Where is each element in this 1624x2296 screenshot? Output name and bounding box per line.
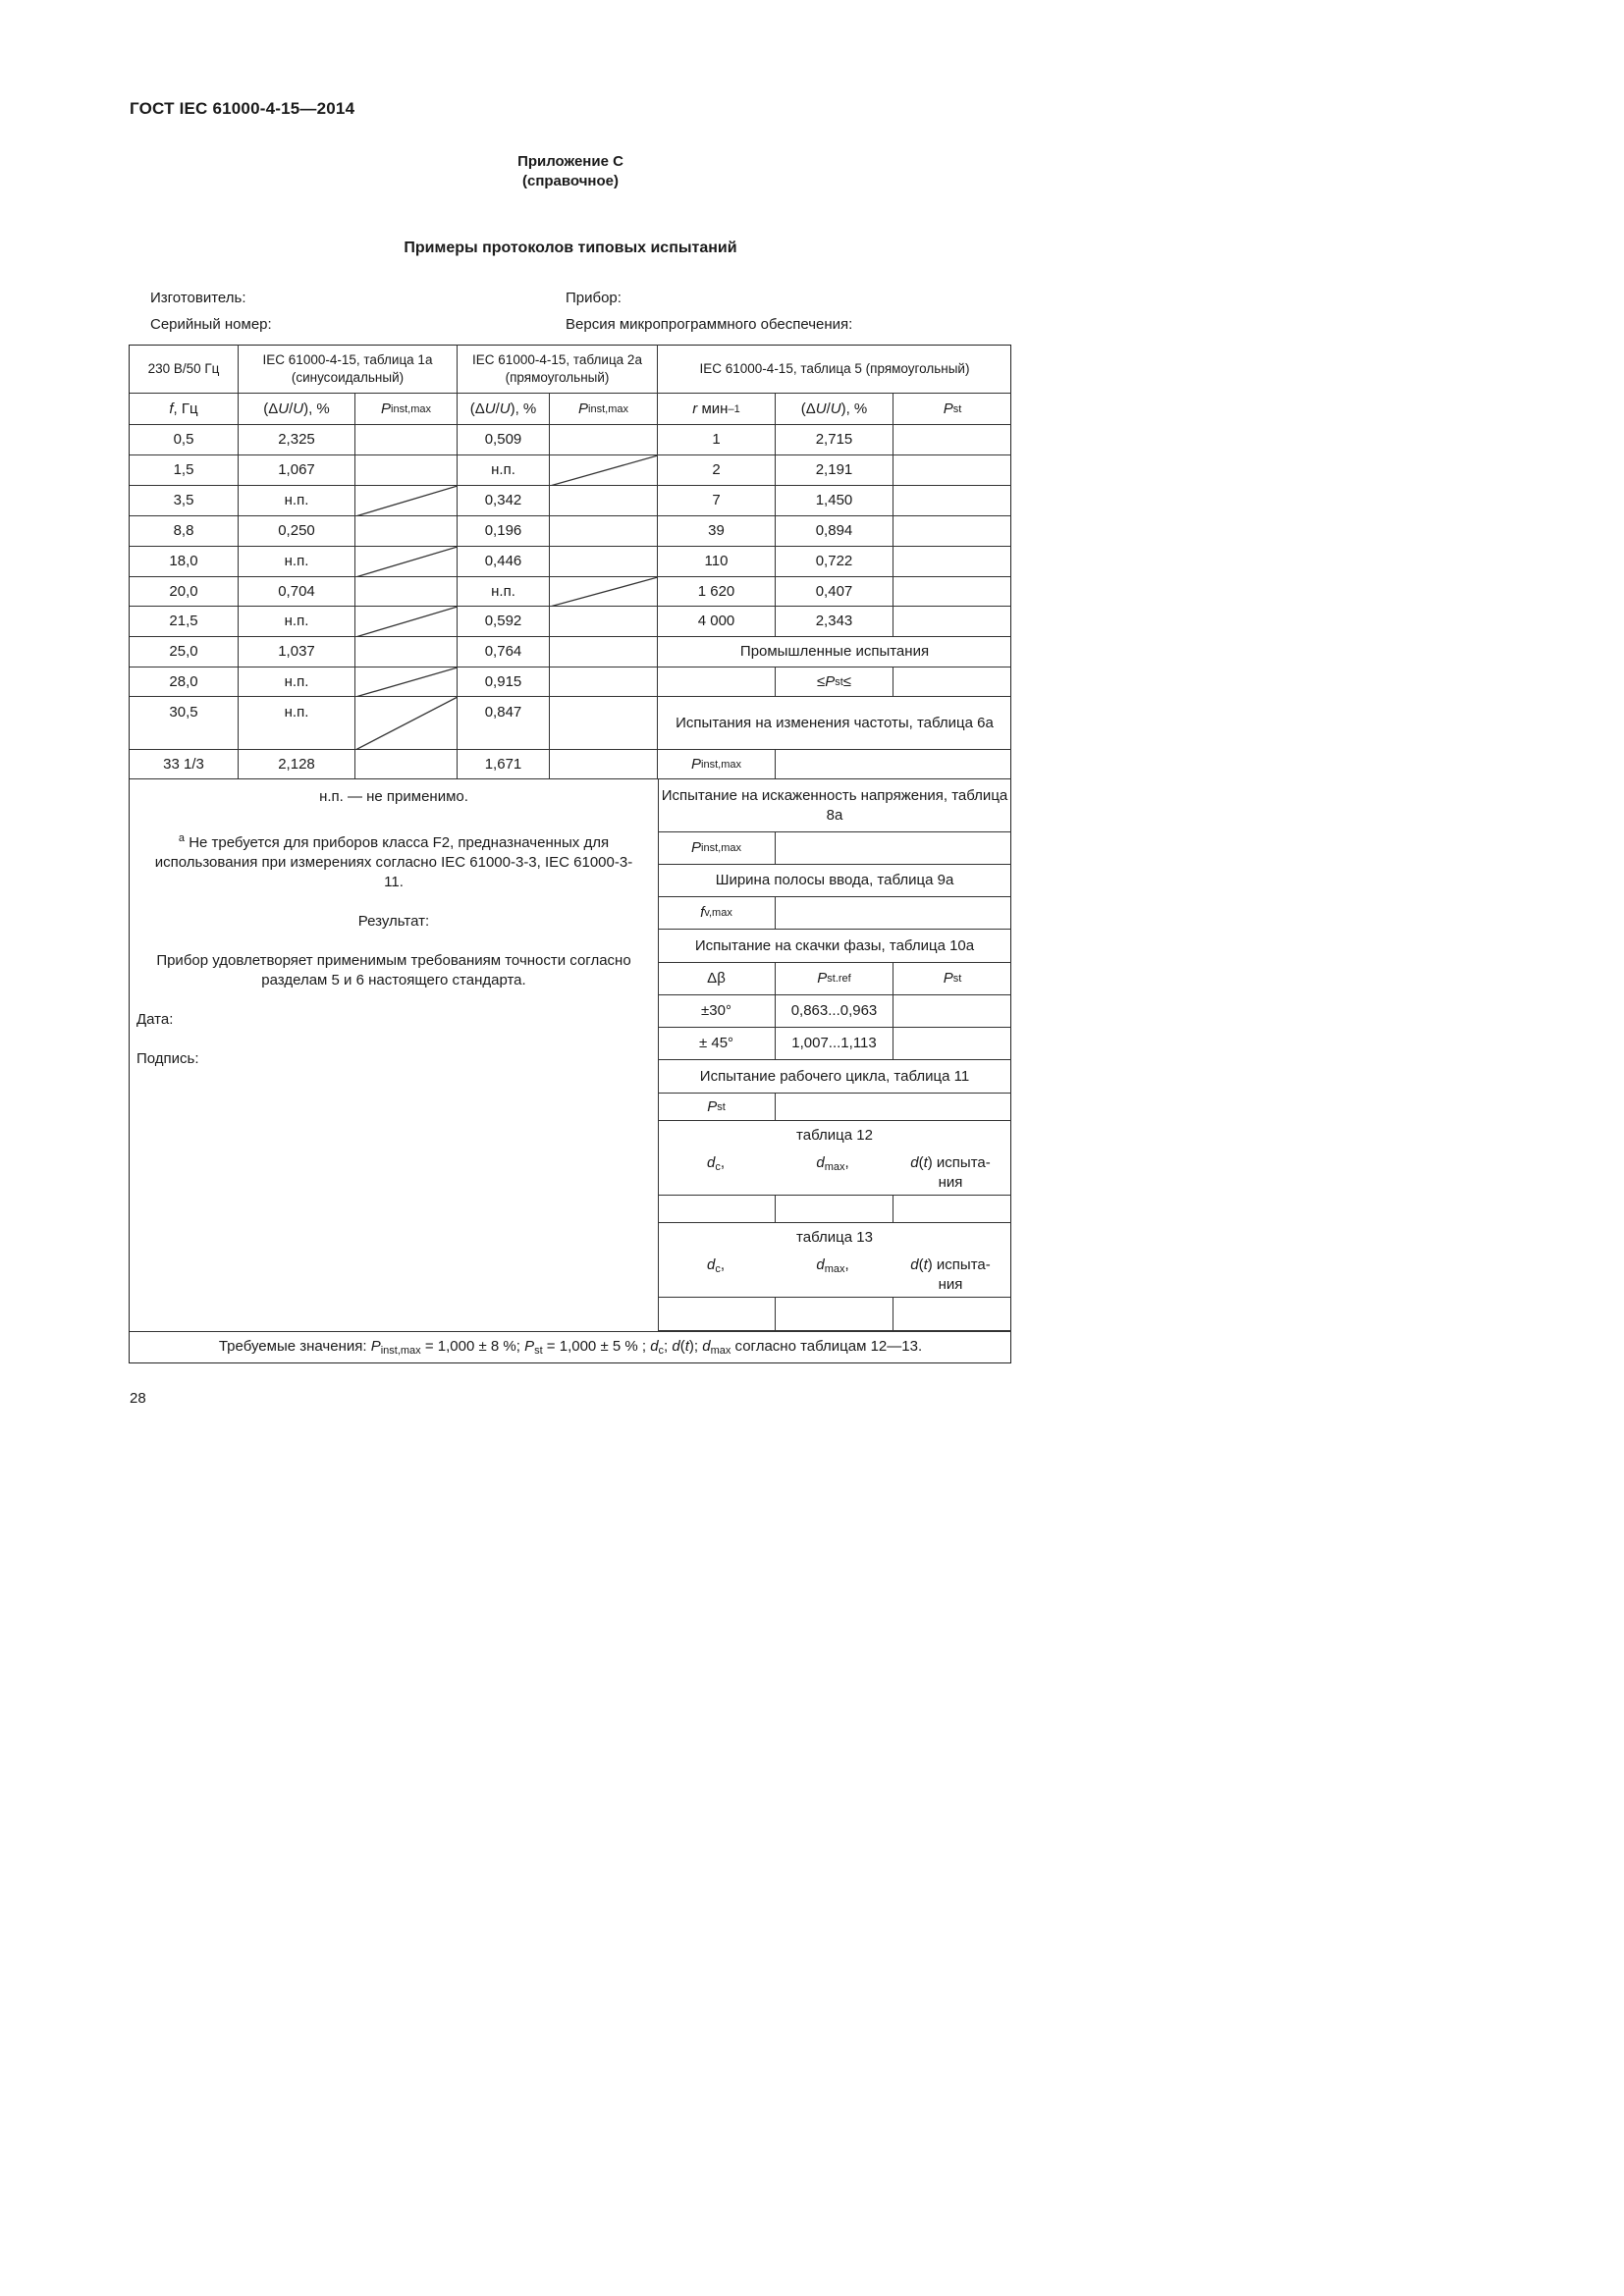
row-du2: 0,446: [458, 547, 550, 577]
dc-value: [658, 1196, 776, 1223]
dt-value: [893, 1298, 1011, 1331]
freq-pinst-label: P inst,max: [658, 750, 776, 779]
required-values: [130, 1331, 1011, 1363]
row-pinst1: [355, 697, 458, 750]
annex-type: (справочное): [522, 173, 619, 189]
col-header-du2: (Δ U / U ), %: [458, 394, 550, 425]
row-du2: 0,592: [458, 607, 550, 637]
firmware-label: Версия микропрограммного обеспечения:: [566, 316, 853, 333]
fv-max-label: f v,max: [658, 897, 776, 930]
row-f: 30,5: [130, 697, 239, 750]
row-pinst2: [550, 486, 658, 516]
row-r: 1: [658, 425, 776, 455]
serial-label: Серийный номер:: [150, 316, 272, 333]
freq-change-label: Испытания на изменения частоты, таблица 6а: [658, 697, 1011, 750]
row-du5: 2,191: [776, 455, 893, 486]
row-pinst2: [550, 516, 658, 547]
row-du1: н.п.: [239, 697, 355, 750]
row-pinst2: [550, 607, 658, 637]
dt-label: d(t) испыта- ния: [910, 1154, 991, 1191]
phase-pst: [893, 995, 1011, 1028]
col-header-pinst1: P inst,max: [355, 394, 458, 425]
result-text: Прибор удовлетворяет применимым требованиям точности согласно разделам 5 и 6 настоящего стандарта.: [156, 952, 631, 988]
distortion-value: [776, 832, 1011, 865]
duty-cycle-label: Испытание рабочего цикла, таблица 11: [658, 1060, 1011, 1094]
manufacturer-label: Изготовитель:: [150, 290, 246, 306]
row-r: 2: [658, 455, 776, 486]
result-label: Результат:: [357, 913, 430, 930]
dmax-value: [776, 1298, 893, 1331]
row-du2: 0,847: [458, 697, 550, 750]
row-r: 110: [658, 547, 776, 577]
col-header-du5: (Δ U / U ), %: [776, 394, 893, 425]
row-pst: [893, 455, 1011, 486]
footnote-mark: a: [178, 832, 186, 844]
dmax-label: $d_{max}$,: [816, 1256, 849, 1275]
row-du2: н.п.: [458, 455, 550, 486]
row-r: 39: [658, 516, 776, 547]
row-pinst2: [550, 667, 658, 697]
phase-range: 0,863...0,963: [776, 995, 893, 1028]
row-pst: [893, 607, 1011, 637]
date-label: Дата:: [136, 1011, 174, 1028]
phase-pst: [893, 1028, 1011, 1060]
table13-block: [658, 1223, 1011, 1298]
row-pinst1: [355, 486, 458, 516]
row-du1: н.п.: [239, 547, 355, 577]
header-table1a: IEC 61000-4-15, таблица 1а (синусоидальный): [239, 345, 458, 394]
row-du1: 2,325: [239, 425, 355, 455]
device-label: Прибор:: [566, 290, 622, 306]
distortion-label: Испытание на искаженность напряжения, таблица 8а: [658, 779, 1011, 832]
row-f: 20,0: [130, 577, 239, 607]
row-f: 18,0: [130, 547, 239, 577]
row-du1: н.п.: [239, 607, 355, 637]
row-pinst1: [355, 455, 458, 486]
row-pst: [893, 577, 1011, 607]
duty-pst-label: P st: [658, 1094, 776, 1121]
required-values-text: Требуемые значения: $P_{inst,max} = 1,000 \pm 8$ %; $P_{st} = 1,000 \pm 5$ % ; $d_c$; d(t); $d_{max}$ согласно таблицам 12—13.: [218, 1338, 923, 1357]
dc-label: $d_c$,: [706, 1154, 725, 1173]
page-title: Примеры протоколов типовых испытаний: [404, 240, 737, 256]
dmax-value: [776, 1196, 893, 1223]
col-header-f: f, Гц: [130, 394, 239, 425]
row-pinst2: [550, 577, 658, 607]
footnote: $^a$ Не требуется для приборов класса F2, предназначенных для использования при измерениях согласно IEC 61000-3-3, IEC 61000-3-11.: [154, 832, 633, 890]
row-pst: [893, 425, 1011, 455]
row-f: 3,5: [130, 486, 239, 516]
row-pinst1: [355, 516, 458, 547]
row-pst: [893, 516, 1011, 547]
row-du1: 1,067: [239, 455, 355, 486]
row-f: 21,5: [130, 607, 239, 637]
row-du5: 0,722: [776, 547, 893, 577]
table12-title: таблица 12: [796, 1127, 873, 1144]
row-pinst1: [355, 750, 458, 779]
row-du1: 0,704: [239, 577, 355, 607]
row-du2: 0,764: [458, 637, 550, 667]
duty-pst-value: [776, 1094, 1011, 1121]
row-f: 1,5: [130, 455, 239, 486]
section-divider: [658, 779, 659, 1331]
col-header-r: r мин –1: [658, 394, 776, 425]
row-du5: 1,450: [776, 486, 893, 516]
row-pinst1: [355, 637, 458, 667]
header-voltage: 230 В/50 Гц: [130, 345, 239, 394]
industrial-blank: [658, 667, 776, 697]
annex-title: Приложение С: [517, 153, 623, 170]
row-du2: 0,915: [458, 667, 550, 697]
row-f: 28,0: [130, 667, 239, 697]
row-du1: 0,250: [239, 516, 355, 547]
row-pinst2: [550, 750, 658, 779]
row-pst: [893, 486, 1011, 516]
row-pinst1: [355, 577, 458, 607]
row-r: 1 620: [658, 577, 776, 607]
pst-ref-header: P st.ref: [776, 963, 893, 995]
header-table5: IEC 61000-4-15, таблица 5 (прямоугольный): [658, 345, 1011, 394]
bandwidth-label: Ширина полосы ввода, таблица 9а: [658, 865, 1011, 897]
phase-pst-header: P st: [893, 963, 1011, 995]
table12-labels: [658, 1153, 1011, 1193]
row-pinst1: [355, 547, 458, 577]
row-pinst2: [550, 637, 658, 667]
row-du5: 2,343: [776, 607, 893, 637]
phase-range: 1,007...1,113: [776, 1028, 893, 1060]
row-r: 4 000: [658, 607, 776, 637]
row-pinst1: [355, 667, 458, 697]
dc-value: [658, 1298, 776, 1331]
industrial-tests-label: Промышленные испытания: [658, 637, 1011, 667]
np-note: н.п. — не применимо.: [319, 788, 468, 805]
row-pinst2: [550, 455, 658, 486]
row-du1: 2,128: [239, 750, 355, 779]
freq-pinst-value: [776, 750, 1011, 779]
row-f: 33 1/3: [130, 750, 239, 779]
row-pinst2: [550, 547, 658, 577]
phase-angle: ± 45°: [658, 1028, 776, 1060]
document-id: ГОСТ IEC 61000-4-15—2014: [130, 99, 355, 118]
table12-block: [658, 1121, 1011, 1196]
row-du1: н.п.: [239, 667, 355, 697]
row-du2: 0,342: [458, 486, 550, 516]
row-f: 0,5: [130, 425, 239, 455]
table13-labels: [658, 1255, 1011, 1295]
phase-jump-label: Испытание на скачки фазы, таблица 10а: [658, 930, 1011, 963]
row-pinst1: [355, 425, 458, 455]
delta-beta-header: Δβ: [658, 963, 776, 995]
col-header-pst: P st: [893, 394, 1011, 425]
pst-range: ≤ P st ≤: [776, 667, 893, 697]
row-f: 8,8: [130, 516, 239, 547]
page-number: 28: [130, 1390, 146, 1407]
signature-label: Подпись:: [136, 1050, 199, 1067]
distortion-pinst: P inst,max: [658, 832, 776, 865]
notes-block: [130, 779, 658, 1069]
row-du2: 0,509: [458, 425, 550, 455]
col-header-pinst2: P inst,max: [550, 394, 658, 425]
row-du1: 1,037: [239, 637, 355, 667]
row-du2: н.п.: [458, 577, 550, 607]
industrial-pst: [893, 667, 1011, 697]
row-du2: 0,196: [458, 516, 550, 547]
row-du2: 1,671: [458, 750, 550, 779]
dmax-label: $d_{max}$,: [816, 1154, 849, 1173]
row-pst: [893, 547, 1011, 577]
row-r: 7: [658, 486, 776, 516]
row-du5: 0,894: [776, 516, 893, 547]
col-header-du1: (Δ U / U ), %: [239, 394, 355, 425]
row-pinst2: [550, 697, 658, 750]
dc-label: $d_c$,: [706, 1256, 725, 1275]
row-pinst1: [355, 607, 458, 637]
phase-angle: ±30°: [658, 995, 776, 1028]
fv-max-value: [776, 897, 1011, 930]
row-pinst2: [550, 425, 658, 455]
row-du1: н.п.: [239, 486, 355, 516]
row-du5: 0,407: [776, 577, 893, 607]
dt-label: d(t) испыта- ния: [910, 1256, 991, 1293]
row-f: 25,0: [130, 637, 239, 667]
header-table2a: IEC 61000-4-15, таблица 2а (прямоугольный): [458, 345, 658, 394]
row-du5: 2,715: [776, 425, 893, 455]
table13-title: таблица 13: [796, 1229, 873, 1246]
dt-value: [893, 1196, 1011, 1223]
